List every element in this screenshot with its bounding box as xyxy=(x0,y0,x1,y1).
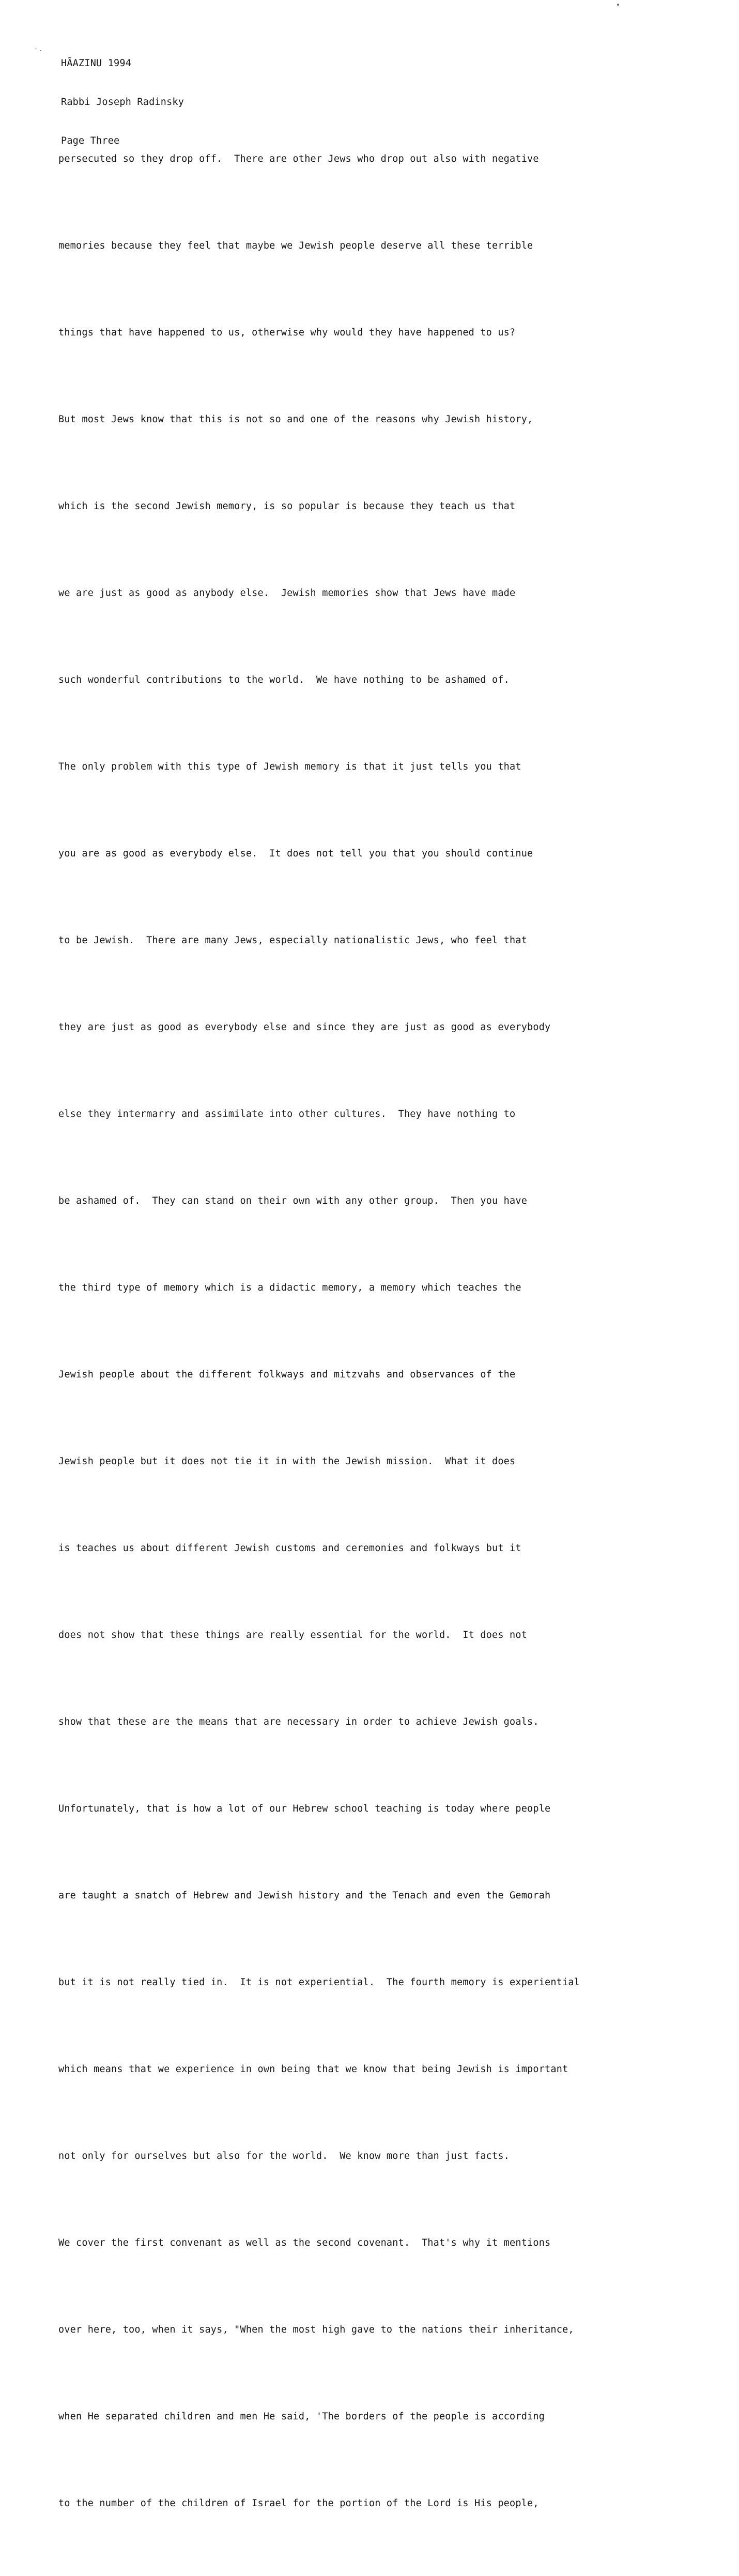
body-line: persecuted so they drop off. There are other Jews who drop out also with negative xyxy=(58,154,539,164)
body-line: are taught a snatch of Hebrew and Jewish history and the Tenach and even the Gemorah xyxy=(58,1890,551,1901)
body-line: The only problem with this type of Jewish memory is that it just tells you that xyxy=(58,761,521,772)
body-line: things that have happened to us, otherwise why would they have happened to us? xyxy=(58,327,516,338)
body-line: be ashamed of. They can stand on their own with any other group. Then you have xyxy=(58,1195,528,1206)
body-line: to the number of the children of Israel for the portion of the Lord is His people, xyxy=(58,2498,539,2509)
body-line: memories because they feel that maybe we Jewish people deserve all these terrible xyxy=(58,240,533,251)
body-line: does not show that these things are really essential for the world. It does not xyxy=(58,1630,528,1640)
body-line: they are just as good as everybody else and since they are just as good as everybody xyxy=(58,1022,551,1033)
body-line: Jewish people about the different folkways and mitzvahs and observances of the xyxy=(58,1369,516,1380)
body-line: but it is not really tied in. It is not experiential. The fourth memory is experiential xyxy=(58,1977,580,1988)
body-line: you are as good as everybody else. It does not tell you that you should continue xyxy=(58,848,533,859)
body-line: not only for ourselves but also for the world. We know more than just facts. xyxy=(58,2151,510,2161)
document-page-number: Page Three xyxy=(61,135,120,146)
document-author: Rabbi Joseph Radinsky xyxy=(61,97,184,108)
body-line: such wonderful contributions to the world. We have nothing to be ashamed of. xyxy=(58,674,510,685)
body-line: is teaches us about different Jewish customs and ceremonies and folkways but it xyxy=(58,1543,521,1554)
margin-smudge-mark: ·. xyxy=(34,45,44,53)
scan-artifact-dot xyxy=(617,4,619,6)
body-line: else they intermarry and assimilate into other cultures. They have nothing to xyxy=(58,1109,516,1120)
document-title: HÃAZINU 1994 xyxy=(61,58,132,69)
body-line: which is the second Jewish memory, is so popular is because they teach us that xyxy=(58,501,516,512)
body-line: But most Jews know that this is not so and one of the reasons why Jewish history, xyxy=(58,414,533,425)
body-line: the third type of memory which is a didactic memory, a memory which teaches the xyxy=(58,1282,521,1293)
body-line: we are just as good as anybody else. Jewish memories show that Jews have made xyxy=(58,588,516,599)
body-line: We cover the first convenant as well as the second covenant. That's why it mentions xyxy=(58,2237,551,2248)
body-line: which means that we experience in own being that we know that being Jewish is important xyxy=(58,2064,568,2075)
body-line: show that these are the means that are necessary in order to achieve Jewish goals. xyxy=(58,1716,539,1727)
body-line: to be Jewish. There are many Jews, especially nationalistic Jews, who feel that xyxy=(58,935,528,946)
document-body xyxy=(58,87,580,2576)
body-line: Unfortunately, that is how a lot of our Hebrew school teaching is today where people xyxy=(58,1803,551,1814)
body-line: Jewish people but it does not tie it in with the Jewish mission. What it does xyxy=(58,1456,516,1467)
body-line: when He separated children and men He said, 'The borders of the people is according xyxy=(58,2411,545,2422)
body-line: over here, too, when it says, "When the most high gave to the nations their inheritance, xyxy=(58,2324,574,2335)
